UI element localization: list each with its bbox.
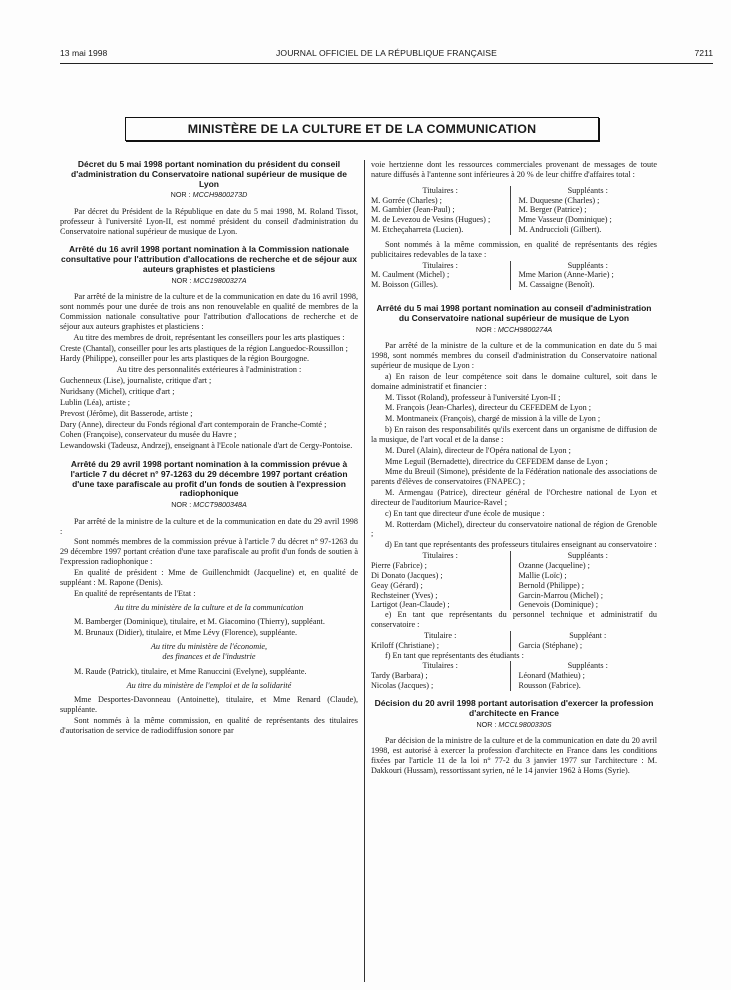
section-subheading: Au titre du ministère de l'économie, bbox=[150, 642, 268, 652]
members-table: Titulaire : Kriloff (Christiane) ; Suppléant : Garcia (Stéphane) ; bbox=[371, 631, 657, 651]
paragraph: M. Rotterdam (Michel), directeur du conservatoire national de région de Grenoble ; bbox=[371, 519, 657, 539]
decree-title: Décision du 20 avril 1998 portant autorisation d'exercer la profession d'architecte en France bbox=[374, 697, 654, 718]
paragraph: e) En tant que représentants du personnel technique et administratif du conservatoire : bbox=[371, 610, 657, 630]
paragraph: Mme Desportes-Davonneau (Antoinette), titulaire, et Mme Renard (Claude), suppléante. bbox=[60, 695, 358, 715]
journal-title: JOURNAL OFFICIEL DE LA RÉPUBLIQUE FRANÇAISE bbox=[276, 48, 497, 58]
paragraph: Sont nommés à la même commission, en qualité de représentants des titulaires d'autorisation de service de radiodiffusion sonore par bbox=[60, 716, 358, 735]
decree-section bbox=[60, 160, 358, 236]
section-subheading: des finances et de l'industrie bbox=[162, 651, 256, 661]
paragraph: M. François (Jean-Charles), directeur du CEFEDEM de Lyon ; bbox=[385, 403, 592, 413]
column-separator bbox=[364, 160, 365, 982]
ministry-banner bbox=[125, 117, 599, 141]
header-rule bbox=[60, 63, 713, 64]
paragraph: b) En raison des responsabilités qu'ils exercent dans un organisme de diffusion de la musique, de l'art vocal et de la danse : bbox=[371, 425, 657, 444]
paragraph: M. Montmaneix (François), chargé de mission à la ville de Lyon ; bbox=[385, 414, 601, 424]
paragraph: c) En tant que directeur d'une école de musique : bbox=[385, 508, 545, 518]
paragraph: Hardy (Philippe), conseiller pour les arts plastiques de la région Bourgogne. bbox=[60, 354, 310, 364]
paragraph: En qualité de représentants de l'Etat : bbox=[74, 588, 196, 598]
paragraph: f) En tant que représentants des étudiants : bbox=[385, 650, 524, 660]
paragraph: Au titre des membres de droit, représentant les conseillers pour les arts plastiques : bbox=[73, 332, 345, 342]
members-table: Titulaires : Pierre (Fabrice) ; Di Donato (Jacques) ; Geay (Gérard) ; Rechsteiner (Yves) ; Lartigot (Jean-Claude) ; Suppléants : Ozanne (Jacqueline) ; Mallie (Loïc) ; Bernold (Philippe) ; Garcin-Marrou (Michel) ; Genevois (Dominique) ; bbox=[371, 551, 657, 610]
section-subheading: Au titre du ministère de l'emploi et de la solidarité bbox=[126, 680, 292, 690]
paragraph: Guchenneux (Lise), journaliste, critique d'art ; bbox=[60, 376, 212, 386]
decree-section bbox=[60, 460, 358, 736]
nor-reference: NOR : MCCT9800348A bbox=[171, 500, 247, 510]
paragraph: voie hertzienne dont les ressources commerciales provenant de messages de toute nature diffusés à l'antenne sont inférieures à 20 % de leur chiffre d'affaires total : bbox=[371, 160, 657, 179]
paragraph: Sont nommés membres de la commission prévue à l'article 7 du décret n° 97-1263 du 29 décembre 1997 portant création d'une taxe parafiscale au profit d'un fonds de soutien à l'expression radiophonique : bbox=[60, 537, 358, 567]
left-column bbox=[60, 160, 358, 980]
decree-title: Arrêté du 5 mai 1998 portant nomination au conseil d'administration du Conservatoire national supérieur de musique de Lyon bbox=[376, 303, 652, 323]
members-table: Titulaires : Tardy (Barbara) ; Nicolas (Jacques) ; Suppléants : Léonard (Mathieu) ; Rousson (Fabrice). bbox=[371, 661, 657, 691]
paragraph: M. Armengau (Patrice), directeur général de l'Orchestre national de Lyon et directeur de l'auditorium Maurice-Ravel ; bbox=[371, 488, 657, 507]
paragraph: Au titre des personnalités extérieures à l'administration : bbox=[116, 365, 302, 375]
paragraph: d) En tant que représentants des professeurs titulaires enseignant au conservatoire : bbox=[385, 540, 657, 550]
paragraph: Dary (Anne), directeur du Fonds régional d'art contemporain de Franche-Comté ; bbox=[60, 419, 327, 429]
page-number: 7211 bbox=[694, 48, 713, 58]
paragraph: Par décision de la ministre de la culture et de la communication en date du 20 avril 1998, est autorisé à exercer la profession d'architecte en France dans les conditions fixées par l'article 11 de la loi n° 77-2 du 3 janvier 1977 sur l'architecture : M. Dakkouri (Hussam), ressortissant syrien, né le 14 janvier 1962 à Homs (Syrie). bbox=[371, 736, 657, 775]
paragraph: Creste (Chantal), conseiller pour les arts plastiques de la région Languedoc-Roussillon ; bbox=[60, 343, 348, 353]
paragraph: En qualité de président : Mme de Guillenchmidt (Jacqueline) et, en qualité de suppléant : M. Rapone (Denis). bbox=[60, 567, 358, 587]
paragraph: Lewandowski (Tadeusz, Andrzej), enseignant à l'Ecole nationale d'art de Cergy-Pontoise. bbox=[60, 441, 353, 451]
nor-reference: NOR : MCCL9800330S bbox=[476, 719, 552, 729]
paragraph: Par décret du Président de la République en date du 5 mai 1998, M. Roland Tissot, professeur à l'université Lyon-II, est nommé président du conseil d'administration du Conservatoire national supérieur de musique de Lyon. bbox=[60, 206, 358, 236]
paragraph: Lublin (Léa), artiste ; bbox=[60, 397, 131, 407]
paragraph: M. Durel (Alain), directeur de l'Opéra national de Lyon ; bbox=[385, 445, 571, 455]
ministry-title: MINISTÈRE DE LA CULTURE ET DE LA COMMUNICATION bbox=[187, 121, 537, 136]
nor-reference: NOR : MCCH9800274A bbox=[475, 324, 553, 334]
nor-reference: NOR : MCCH9800273D bbox=[170, 190, 248, 200]
members-table: Titulaires : M. Caulment (Michel) ; M. Boisson (Gilles). Suppléants : Mme Marion (Anne-Marie) ; M. Cassaigne (Benoît). bbox=[371, 261, 657, 291]
paragraph: Cohen (Françoise), conservateur du musée du Havre ; bbox=[60, 430, 237, 440]
paragraph: Par arrêté de la ministre de la culture et de la communication en date du 29 avril 1998 : bbox=[60, 516, 358, 536]
section-subheading: Au titre du ministère de la culture et de la communication bbox=[114, 602, 304, 612]
paragraph: Sont nommés à la même commission, en qualité de représentants des régies publicitaires redevables de la taxe : bbox=[371, 239, 657, 259]
paragraph: Prevost (Jérôme), dit Basserode, artiste ; bbox=[60, 408, 193, 418]
decree-title: Arrêté du 16 avril 1998 portant nomination à la Commission nationale consultative pour l'attribution d'allocations de recherche et de séjour aux auteurs graphistes et plasticiens bbox=[61, 244, 357, 274]
decree-section bbox=[371, 304, 657, 691]
decree-title: Décret du 5 mai 1998 portant nomination du président du conseil d'administration du Conservatoire national supérieur de musique de Lyon bbox=[71, 160, 347, 189]
paragraph: Mme du Breuil (Simone), présidente de la Fédération nationale des associations de parents d'élèves de conservatoires (FNAPEC) ; bbox=[371, 467, 657, 487]
paragraph: M. Bamberger (Dominique), titulaire, et M. Giacomino (Thierry), suppléant. bbox=[74, 617, 325, 627]
paragraph: Mme Leguil (Bernadette), directrice du CEFEDEM danse de Lyon ; bbox=[385, 456, 608, 466]
paragraph: M. Tissot (Roland), professeur à l'université Lyon-II ; bbox=[385, 392, 561, 402]
paragraph: a) En raison de leur compétence soit dans le domaine culturel, soit dans le domaine administratif et financier : bbox=[371, 371, 657, 391]
paragraph: Par arrêté de la ministre de la culture et de la communication en date du 5 mai 1998, sont nommés membres du conseil d'administration du Conservatoire national supérieur de musique de Lyon : bbox=[371, 341, 657, 370]
page-header bbox=[60, 48, 713, 62]
members-table: Titulaires : M. Gorrée (Charles) ; M. Gambier (Jean-Paul) ; M. de Levezou de Vesins (Hugues) ; M. Etcheçaharreta (Lucien). Suppléants : M. Duquesne (Charles) ; M. Berger (Patrice) ; Mme Vasseur (Dominique) ; M. Andruccioli (Gilbert). bbox=[371, 186, 657, 235]
paragraph: M. Raude (Patrick), titulaire, et Mme Ranuccini (Evelyne), suppléante. bbox=[74, 666, 307, 676]
nor-reference: NOR : MCC19800327A bbox=[171, 275, 247, 285]
paragraph: Nuridsany (Michel), critique d'art ; bbox=[60, 387, 175, 396]
decree-title: Arrêté du 29 avril 1998 portant nomination à la commission prévue à l'article 7 du décret n° 97-1263 du 29 décembre 1997 portant création d'une taxe parafiscale au profit d'un fonds de soutien à l'expression radiophonique bbox=[70, 459, 348, 499]
issue-date: 13 mai 1998 bbox=[60, 48, 108, 58]
decree-section bbox=[371, 699, 657, 776]
paragraph: Par arrêté de la ministre de la culture et de la communication en date du 16 avril 1998, sont nommés pour une durée de trois ans non renouvelable en qualité de membres de la Commission nationale consultative pour l'attribution d'allocations de recherche et de séjour aux auteurs graphistes et plasticiens : bbox=[60, 292, 358, 331]
right-column bbox=[371, 160, 657, 980]
decree-section bbox=[60, 245, 358, 451]
paragraph: M. Brunaux (Didier), titulaire, et Mme Lévy (Florence), suppléante. bbox=[74, 628, 298, 638]
